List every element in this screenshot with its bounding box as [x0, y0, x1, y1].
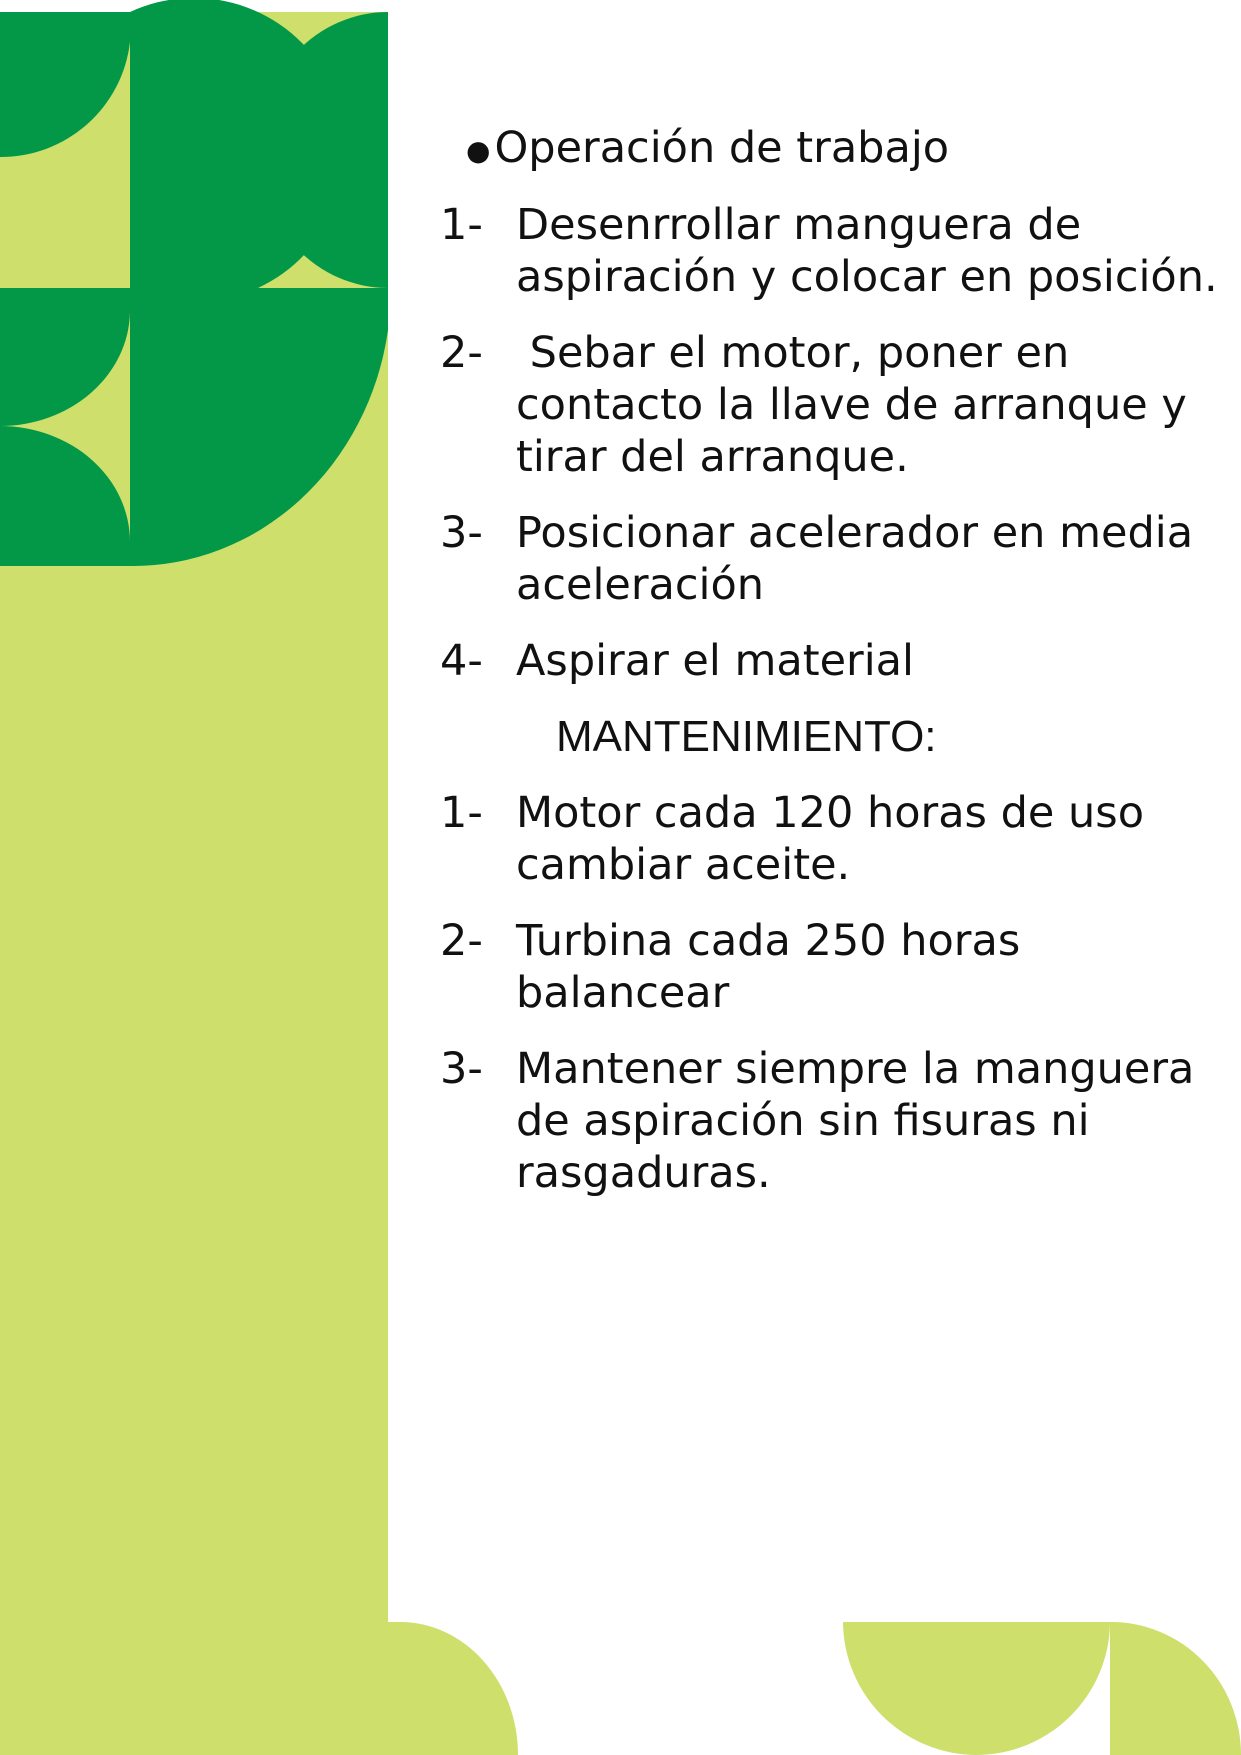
step-number: 4- — [440, 635, 483, 686]
step-text: Turbina cada 250 horas balancear — [516, 915, 1021, 1018]
bottom-left-quarter — [388, 1622, 518, 1755]
step-text: Desenrrollar manguera de aspiración y colocar en posición. — [516, 199, 1218, 302]
step-number: 3- — [440, 1043, 483, 1094]
step-text: Aspirar el material — [516, 635, 914, 686]
bullet-icon: ● — [466, 133, 491, 167]
step-number: 2- — [440, 327, 483, 378]
bottom-right-quarter — [1110, 1622, 1241, 1755]
step-text: Motor cada 120 horas de uso cambiar aceite. — [516, 787, 1145, 890]
step-number: 3- — [440, 507, 483, 558]
maintenance-steps — [440, 787, 1220, 1199]
operation-steps — [440, 199, 1220, 687]
instructions-panel — [440, 122, 1220, 1223]
step-number: 2- — [440, 915, 483, 966]
list-item — [440, 507, 1220, 611]
bottom-right-half-disc — [843, 1622, 1110, 1755]
list-item — [440, 199, 1220, 303]
list-item — [440, 915, 1220, 1019]
list-item — [440, 787, 1220, 891]
step-text: Posicionar acelerador en media aceleración — [516, 507, 1194, 610]
list-item — [440, 635, 1220, 687]
step-text: Mantener siempre la manguera de aspiración sin fisuras ni rasgaduras. — [516, 1043, 1195, 1198]
step-number: 1- — [440, 787, 483, 838]
maintenance-title: MANTENIMIENTO: — [556, 711, 937, 761]
list-item — [440, 1043, 1220, 1199]
operation-heading: ●Operación de trabajo — [466, 123, 950, 173]
list-item — [440, 327, 1220, 483]
step-text: Sebar el motor, poner en contacto la llave de arranque y tirar del arranque. — [516, 327, 1201, 482]
step-number: 1- — [440, 199, 483, 250]
